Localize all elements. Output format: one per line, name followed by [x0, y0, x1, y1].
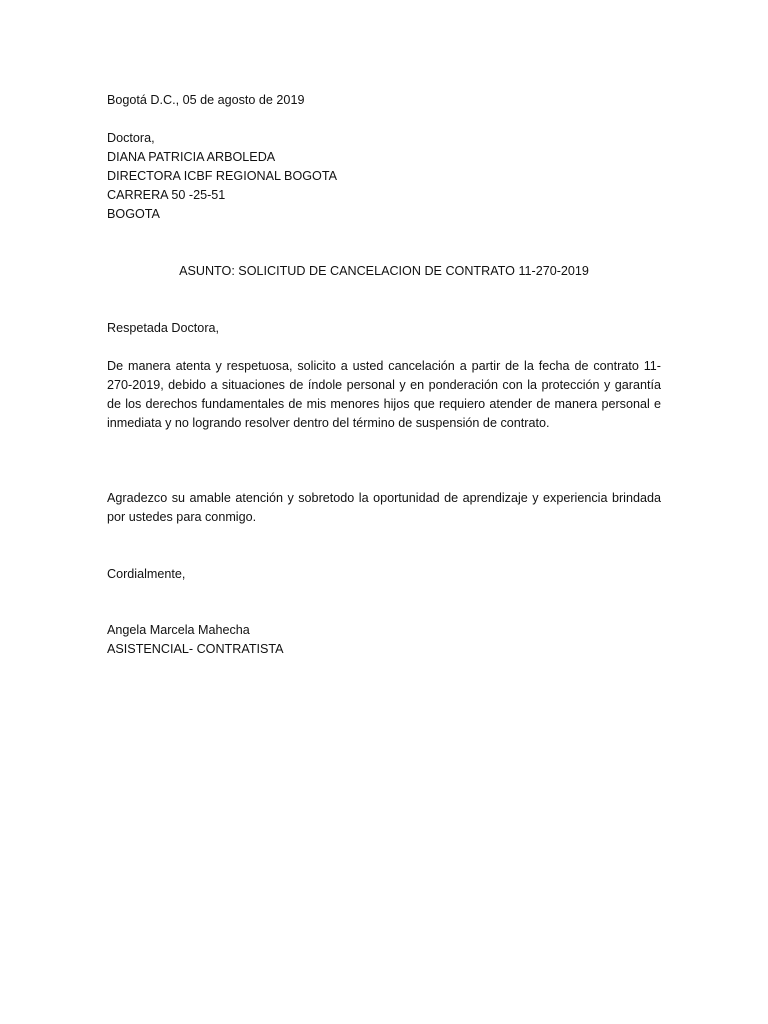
- recipient-block: [107, 129, 661, 224]
- body-paragraph-1: De manera atenta y respetuosa, solicito a usted cancelación a partir de la fecha de contrato 11-270-2019, debido a situaciones de índole personal y en ponderación con la protección y garantía de los derechos fundamentales de mis menores hijos que requiero atender de manera personal e inmediata y no logrando resolver dentro del término de suspensión de contrato.: [107, 359, 661, 430]
- greeting-text: Respetada Doctora,: [107, 321, 220, 335]
- recipient-salutation-title: Doctora,: [107, 131, 155, 145]
- date-line: [107, 91, 661, 110]
- signature-block: [107, 621, 661, 659]
- body-paragraph-2: Agradezco su amable atención y sobretodo la oportunidad de aprendizaje y experiencia brindada por ustedes para conmigo.: [107, 491, 661, 524]
- signature-role: ASISTENCIAL- CONTRATISTA: [107, 642, 284, 656]
- subject-line: ASUNTO: SOLICITUD DE CANCELACION DE CONTRATO 11-270-2019: [179, 264, 589, 278]
- closing-text: Cordialmente,: [107, 567, 186, 581]
- greeting: [107, 319, 661, 338]
- date-text: Bogotá D.C., 05 de agosto de 2019: [107, 93, 305, 107]
- recipient-city: BOGOTA: [107, 207, 160, 221]
- recipient-name: DIANA PATRICIA ARBOLEDA: [107, 150, 276, 164]
- signature-name: Angela Marcela Mahecha: [107, 623, 250, 637]
- recipient-address: CARRERA 50 -25-51: [107, 188, 226, 202]
- recipient-position: DIRECTORA ICBF REGIONAL BOGOTA: [107, 169, 337, 183]
- closing: [107, 565, 661, 584]
